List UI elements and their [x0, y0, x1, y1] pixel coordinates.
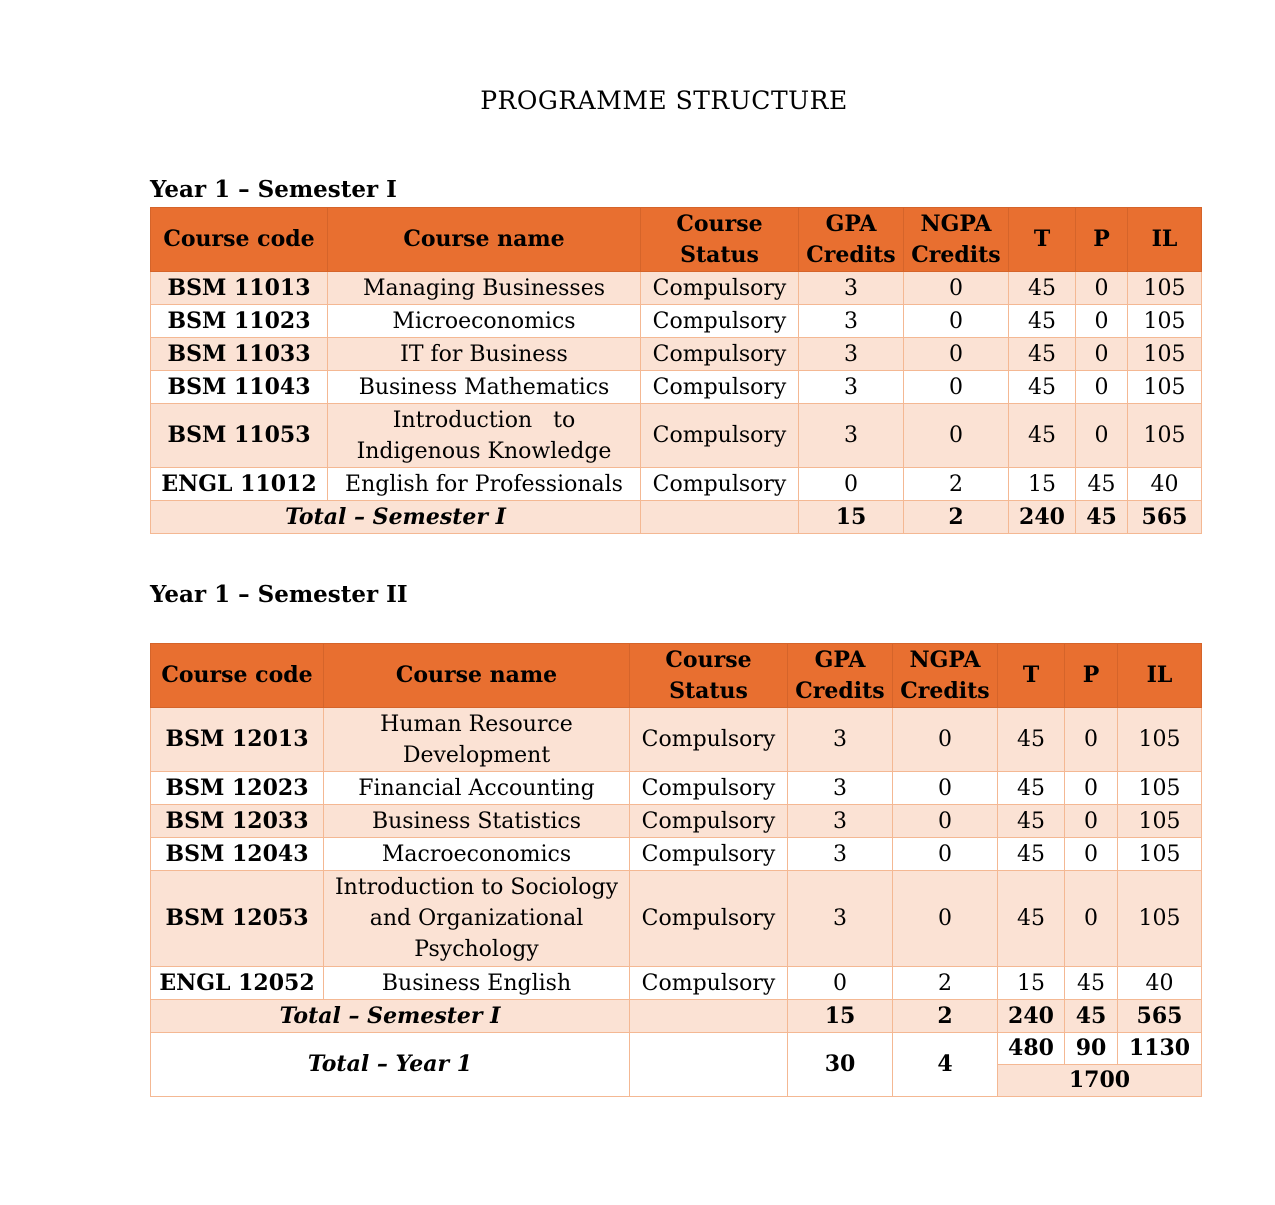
semester-2-heading: Year 1 – Semester II [150, 581, 408, 608]
course-name: Introduction to Indigenous Knowledge [328, 404, 641, 468]
il-hours: 105 [1128, 338, 1202, 371]
total-gpa-credits: 15 [788, 1000, 893, 1033]
course-status: Compulsory [641, 404, 799, 468]
course-code: BSM 12033 [151, 805, 324, 838]
header-il: IL [1118, 644, 1202, 708]
total-il-hours: 565 [1128, 501, 1202, 534]
ngpa-credits: 0 [904, 305, 1009, 338]
header-course-status: Course Status [630, 644, 788, 708]
il-hours: 105 [1118, 838, 1202, 871]
course-status: Compulsory [641, 272, 799, 305]
course-code: BSM 12043 [151, 838, 324, 871]
table-row [151, 967, 1202, 1000]
header-il: IL [1128, 208, 1202, 272]
header-gpa-credits: GPA Credits [799, 208, 904, 272]
p-hours: 0 [1076, 404, 1128, 468]
header-t: T [998, 644, 1065, 708]
course-code: BSM 12053 [151, 871, 324, 967]
course-name: Business Statistics [324, 805, 630, 838]
il-hours: 105 [1128, 371, 1202, 404]
p-hours: 0 [1076, 305, 1128, 338]
header-gpa-credits: GPA Credits [788, 644, 893, 708]
gpa-credits: 3 [799, 338, 904, 371]
gpa-credits: 3 [799, 371, 904, 404]
total-t-hours: 240 [1009, 501, 1076, 534]
table-row [151, 272, 1202, 305]
ngpa-credits: 0 [893, 772, 998, 805]
t-hours: 45 [1009, 272, 1076, 305]
t-hours: 45 [998, 871, 1065, 967]
course-status: Compulsory [630, 708, 788, 772]
gpa-credits: 3 [799, 272, 904, 305]
table-row [151, 838, 1202, 871]
year-total-label: Total – Year 1 [151, 1033, 630, 1097]
course-status: Compulsory [630, 871, 788, 967]
il-hours: 105 [1118, 805, 1202, 838]
empty-cell [630, 1000, 788, 1033]
p-hours: 0 [1065, 772, 1118, 805]
t-hours: 15 [1009, 468, 1076, 501]
course-code: BSM 11043 [151, 371, 328, 404]
ngpa-credits: 0 [893, 708, 998, 772]
header-course-code: Course code [151, 208, 328, 272]
t-hours: 45 [998, 772, 1065, 805]
ngpa-credits: 0 [904, 272, 1009, 305]
table-row [151, 305, 1202, 338]
semester-1-heading: Year 1 – Semester I [150, 176, 397, 203]
gpa-credits: 0 [799, 468, 904, 501]
course-name: English for Professionals [328, 468, 641, 501]
header-p: P [1065, 644, 1118, 708]
total-il-hours: 565 [1118, 1000, 1202, 1033]
table-row [151, 805, 1202, 838]
ngpa-credits: 2 [893, 967, 998, 1000]
header-p: P [1076, 208, 1128, 272]
gpa-credits: 0 [788, 967, 893, 1000]
course-name: Microeconomics [328, 305, 641, 338]
semester-2-table [150, 643, 1202, 1097]
t-hours: 45 [1009, 338, 1076, 371]
table-header-row [151, 208, 1202, 272]
course-status: Compulsory [630, 805, 788, 838]
table-row [151, 772, 1202, 805]
course-name: Business English [324, 967, 630, 1000]
course-name: Introduction to Sociology and Organizational Psychology [324, 871, 630, 967]
table-row [151, 468, 1202, 501]
course-code: BSM 11033 [151, 338, 328, 371]
table-row [151, 404, 1202, 468]
course-name: Financial Accounting [324, 772, 630, 805]
t-hours: 45 [998, 805, 1065, 838]
header-ngpa-credits: NGPA Credits [904, 208, 1009, 272]
il-hours: 105 [1118, 772, 1202, 805]
p-hours: 45 [1076, 468, 1128, 501]
total-ngpa-credits: 2 [893, 1000, 998, 1033]
header-course-status: Course Status [641, 208, 799, 272]
course-status: Compulsory [630, 772, 788, 805]
year-total-row [151, 1033, 1202, 1065]
year-total-t-hours: 480 [998, 1033, 1065, 1065]
t-hours: 45 [1009, 371, 1076, 404]
course-code: BSM 12023 [151, 772, 324, 805]
semester-total-label: Total – Semester I [151, 501, 641, 534]
table-header-row [151, 644, 1202, 708]
p-hours: 0 [1065, 708, 1118, 772]
t-hours: 45 [998, 708, 1065, 772]
course-status: Compulsory [630, 838, 788, 871]
total-p-hours: 45 [1076, 501, 1128, 534]
course-status: Compulsory [630, 967, 788, 1000]
year-total-gpa-credits: 30 [788, 1033, 893, 1097]
p-hours: 0 [1065, 871, 1118, 967]
course-code: BSM 12013 [151, 708, 324, 772]
ngpa-credits: 0 [893, 838, 998, 871]
gpa-credits: 3 [788, 871, 893, 967]
table-row [151, 371, 1202, 404]
header-t: T [1009, 208, 1076, 272]
p-hours: 0 [1065, 838, 1118, 871]
total-ngpa-credits: 2 [904, 501, 1009, 534]
gpa-credits: 3 [788, 708, 893, 772]
header-ngpa-credits: NGPA Credits [893, 644, 998, 708]
year-grand-total-hours: 1700 [998, 1065, 1202, 1097]
t-hours: 45 [998, 838, 1065, 871]
p-hours: 0 [1065, 805, 1118, 838]
ngpa-credits: 0 [904, 338, 1009, 371]
ngpa-credits: 0 [904, 404, 1009, 468]
empty-cell [641, 501, 799, 534]
course-name: Macroeconomics [324, 838, 630, 871]
il-hours: 105 [1118, 708, 1202, 772]
ngpa-credits: 0 [893, 871, 998, 967]
table-row [151, 871, 1202, 967]
course-status: Compulsory [641, 305, 799, 338]
semester-total-label: Total – Semester I [151, 1000, 630, 1033]
gpa-credits: 3 [799, 404, 904, 468]
course-status: Compulsory [641, 468, 799, 501]
total-t-hours: 240 [998, 1000, 1065, 1033]
il-hours: 40 [1128, 468, 1202, 501]
course-name: Human Resource Development [324, 708, 630, 772]
t-hours: 45 [1009, 404, 1076, 468]
gpa-credits: 3 [788, 805, 893, 838]
ngpa-credits: 0 [904, 371, 1009, 404]
il-hours: 105 [1128, 404, 1202, 468]
p-hours: 0 [1076, 371, 1128, 404]
year-total-il-hours: 1130 [1118, 1033, 1202, 1065]
t-hours: 45 [1009, 305, 1076, 338]
course-name: IT for Business [328, 338, 641, 371]
course-name: Managing Businesses [328, 272, 641, 305]
t-hours: 15 [998, 967, 1065, 1000]
course-name: Business Mathematics [328, 371, 641, 404]
semester-total-row [151, 1000, 1202, 1033]
course-code: BSM 11053 [151, 404, 328, 468]
table-row [151, 708, 1202, 772]
p-hours: 0 [1076, 338, 1128, 371]
year-total-ngpa-credits: 4 [893, 1033, 998, 1097]
gpa-credits: 3 [788, 838, 893, 871]
il-hours: 40 [1118, 967, 1202, 1000]
course-code: BSM 11023 [151, 305, 328, 338]
ngpa-credits: 2 [904, 468, 1009, 501]
il-hours: 105 [1128, 305, 1202, 338]
semester-total-row [151, 501, 1202, 534]
total-p-hours: 45 [1065, 1000, 1118, 1033]
il-hours: 105 [1118, 871, 1202, 967]
course-code: ENGL 11012 [151, 468, 328, 501]
ngpa-credits: 0 [893, 805, 998, 838]
gpa-credits: 3 [799, 305, 904, 338]
semester-1-table [150, 207, 1202, 534]
course-code: BSM 11013 [151, 272, 328, 305]
p-hours: 45 [1065, 967, 1118, 1000]
course-status: Compulsory [641, 338, 799, 371]
header-course-name: Course name [328, 208, 641, 272]
page-title: PROGRAMME STRUCTURE [480, 86, 848, 115]
total-gpa-credits: 15 [799, 501, 904, 534]
year-total-p-hours: 90 [1065, 1033, 1118, 1065]
il-hours: 105 [1128, 272, 1202, 305]
course-code: ENGL 12052 [151, 967, 324, 1000]
header-course-code: Course code [151, 644, 324, 708]
course-status: Compulsory [641, 371, 799, 404]
empty-cell [630, 1033, 788, 1097]
gpa-credits: 3 [788, 772, 893, 805]
header-course-name: Course name [324, 644, 630, 708]
table-row [151, 338, 1202, 371]
p-hours: 0 [1076, 272, 1128, 305]
